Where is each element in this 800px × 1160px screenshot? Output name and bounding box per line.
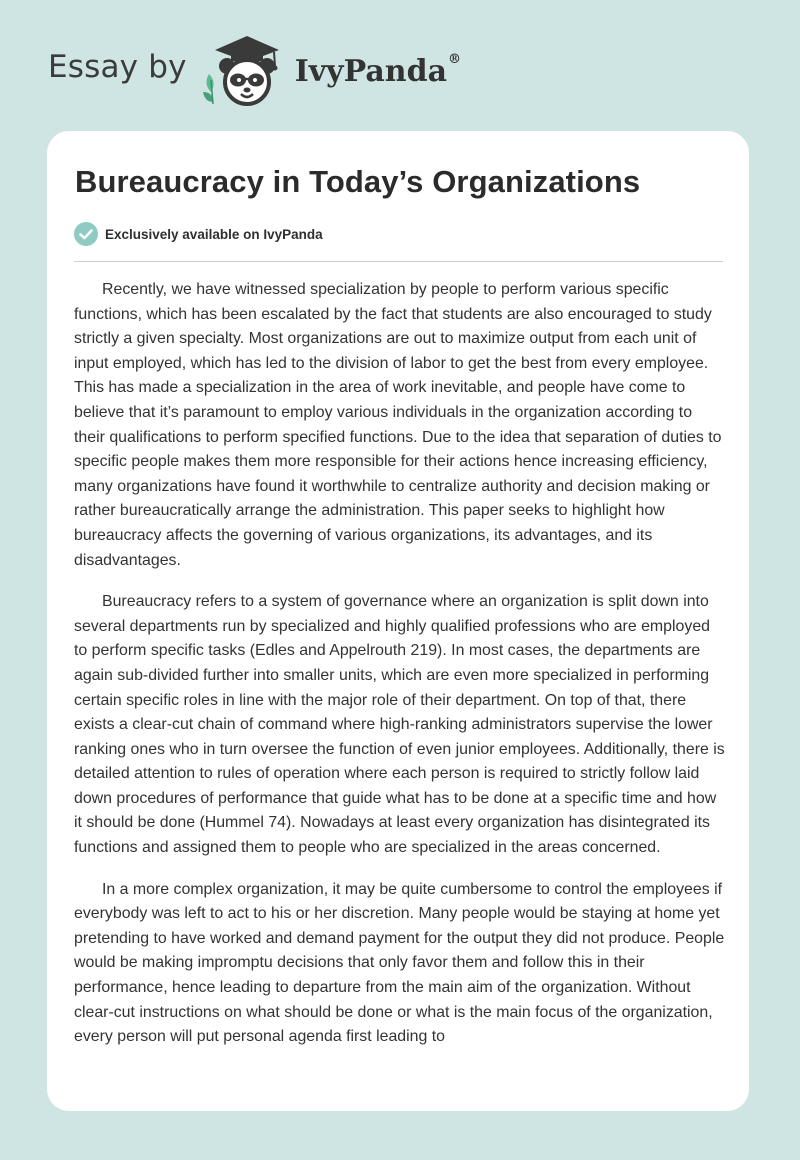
brand-prefix: Essay by (48, 49, 187, 85)
paragraph: In a more complex organization, it may be quite cumbersome to control the employees if everybody was left to act to his or her discretion. Many people would be staying at home yet pretending to have worked and demand payment for the output they did not produce. People would be making impromptu decisions that only favor them and follow this in their performance, hence leading to departure from the main aim of the organization. Without clear-cut instructions on what should be done or what is the main focus of the organization, every person will put personal agenda first leading to (74, 880, 725, 1046)
site-header-logo[interactable] (48, 30, 461, 110)
article-body (74, 278, 726, 1067)
brand-name-text: IvyPanda (294, 53, 448, 89)
panda-mascot-icon (201, 30, 293, 110)
registered-mark: ® (448, 51, 462, 67)
paragraph: Recently, we have witnessed specialization by people to perform various specific functions, which has been escalated by the fact that students are also encouraged to study strictly a given specialty. Most organizations are out to maximize output from each unit of input employed, which has led to the division of labor to get the best from every employee. This has made a specialization in the area of work inevitable, and people have come to believe that it’s paramount to employ various individuals in the organization according to their qualifications to perform specified functions. Due to the idea that separation of duties to specific people makes them more responsible for their actions hence increasing efficiency, many organizations have found it worthwhile to centralize authority and decision making or rather bureaucratically arrange the administration. This paper seeks to highlight how bureaucracy affects the governing of various organizations, its advantages, and its disadvantages. (74, 281, 722, 569)
article-card (47, 131, 749, 1111)
exclusive-badge-text: Exclusively available on IvyPanda (105, 226, 323, 242)
brand-name (294, 51, 462, 89)
exclusive-badge (73, 221, 323, 247)
page-title: Bureaucracy in Today’s Organizations (75, 164, 641, 199)
check-circle-icon (73, 221, 99, 247)
divider (74, 261, 723, 262)
paragraph: Bureaucracy refers to a system of governance where an organization is split down into several departments run by specialized and highly qualified professions who are employed to perform specific tasks (Edles and Appelrouth 219). In most cases, the departments are again sub-divided further into smaller units, which are even more specialized in performing certain specific roles in line with the major role of their department. On top of that, there exists a clear-cut chain of command where high-ranking administrators supervise the lower ranking ones who in turn oversee the function of even junior employees. Additionally, there is detailed attention to rules of operation where each person is required to strictly follow laid down procedures of performance that guide what has to be done at a specific time and how it should be done (Hummel 74). Nowadays at least every organization has disintegrated its functions and assigned them to people who are specialized in the areas concerned. (74, 593, 725, 857)
